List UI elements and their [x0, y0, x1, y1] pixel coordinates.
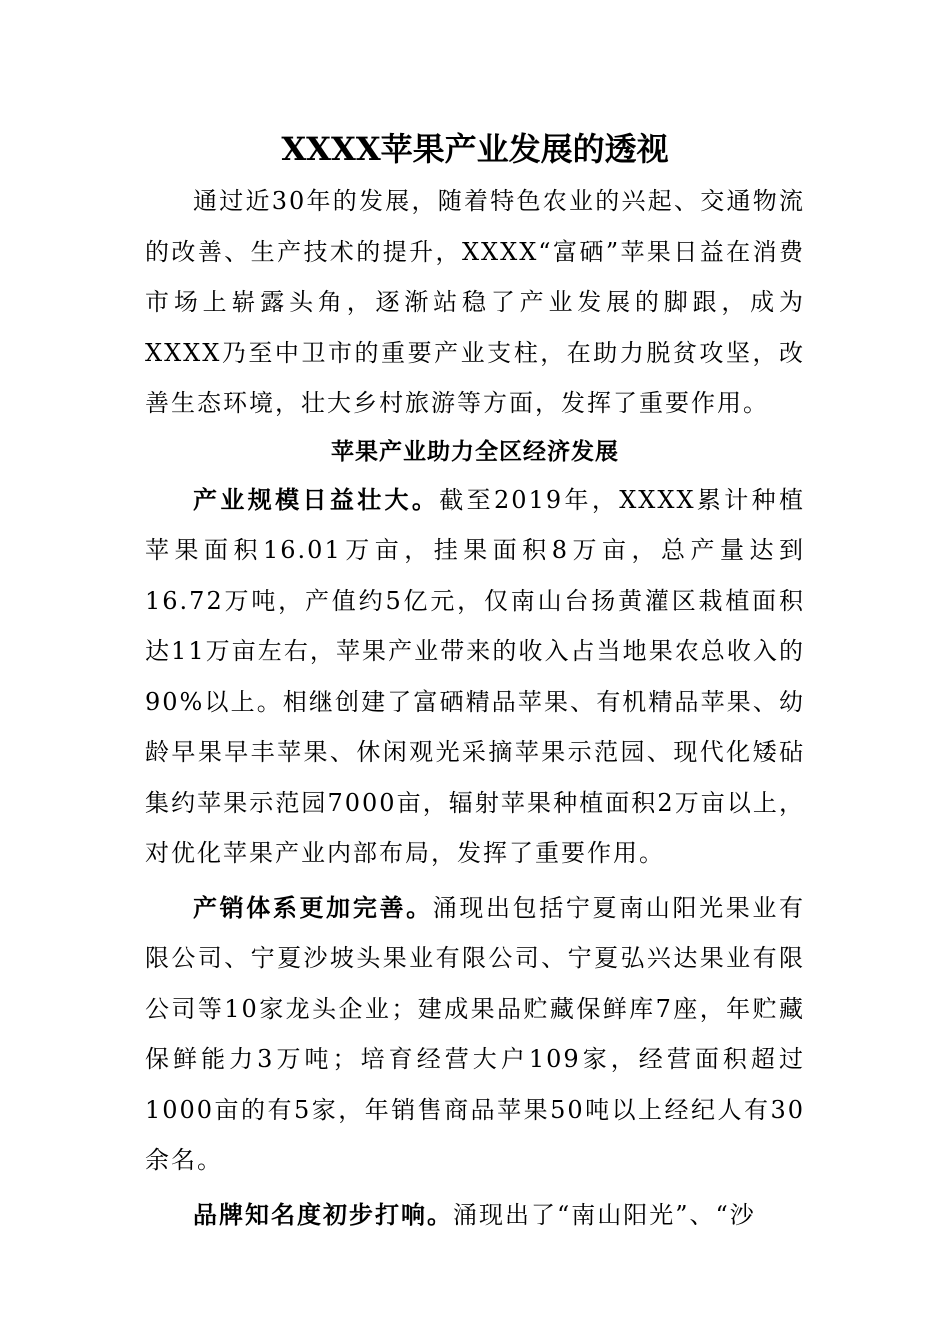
paragraph-lead: 产销体系更加完善。: [193, 893, 433, 922]
paragraph-sales-system: [145, 883, 805, 1186]
paragraph-text: 截至2019年，XXXX累计种植苹果面积16.01万亩，挂果面积8万亩，总产量达到16.72万吨，产值约5亿元，仅南山台扬黄灌区栽植面积达11万亩左右，苹果产业带来的收入占当地果农总收入的90%以上。相继创建了富硒精品苹果、有机精品苹果、幼龄早果早丰苹果、休闲观光采摘苹果示范园、现代化矮砧集约苹果示范园7000亩，辐射苹果种植面积2万亩以上，对优化苹果产业内部布局，发挥了重要作用。: [145, 485, 806, 867]
document-body: [145, 176, 805, 1240]
intro-paragraph: 通过近30年的发展，随着特色农业的兴起、交通物流的改善、生产技术的提升，XXXX“富硒”苹果日益在消费市场上崭露头角，逐渐站稳了产业发展的脚跟，成为XXXX乃至中卫市的重要产业支柱，在助力脱贫攻坚，改善生态环境，壮大乡村旅游等方面，发挥了重要作用。: [145, 187, 805, 417]
paragraph-lead: 品牌知名度初步打响。: [193, 1200, 453, 1229]
paragraph-industry-scale: [145, 475, 805, 879]
document-title: XXXX苹果产业发展的透视: [281, 130, 669, 168]
paragraph-text: 涌现出包括宁夏南山阳光果业有限公司、宁夏沙坡头果业有限公司、宁夏弘兴达果业有限公司等10家龙头企业；建成果品贮藏保鲜库7座，年贮藏保鲜能力3万吨；培育经营大户109家，经营面积超过1000亩的有5家，年销售商品苹果50吨以上经纪人有30余名。: [145, 893, 806, 1174]
paragraph-text: 涌现出了“南山阳光”、“沙: [453, 1200, 756, 1229]
paragraph-brand: [145, 1190, 805, 1241]
section-heading: 苹果产业助力全区经济发展: [331, 438, 619, 465]
paragraph-lead: 产业规模日益壮大。: [193, 485, 440, 514]
